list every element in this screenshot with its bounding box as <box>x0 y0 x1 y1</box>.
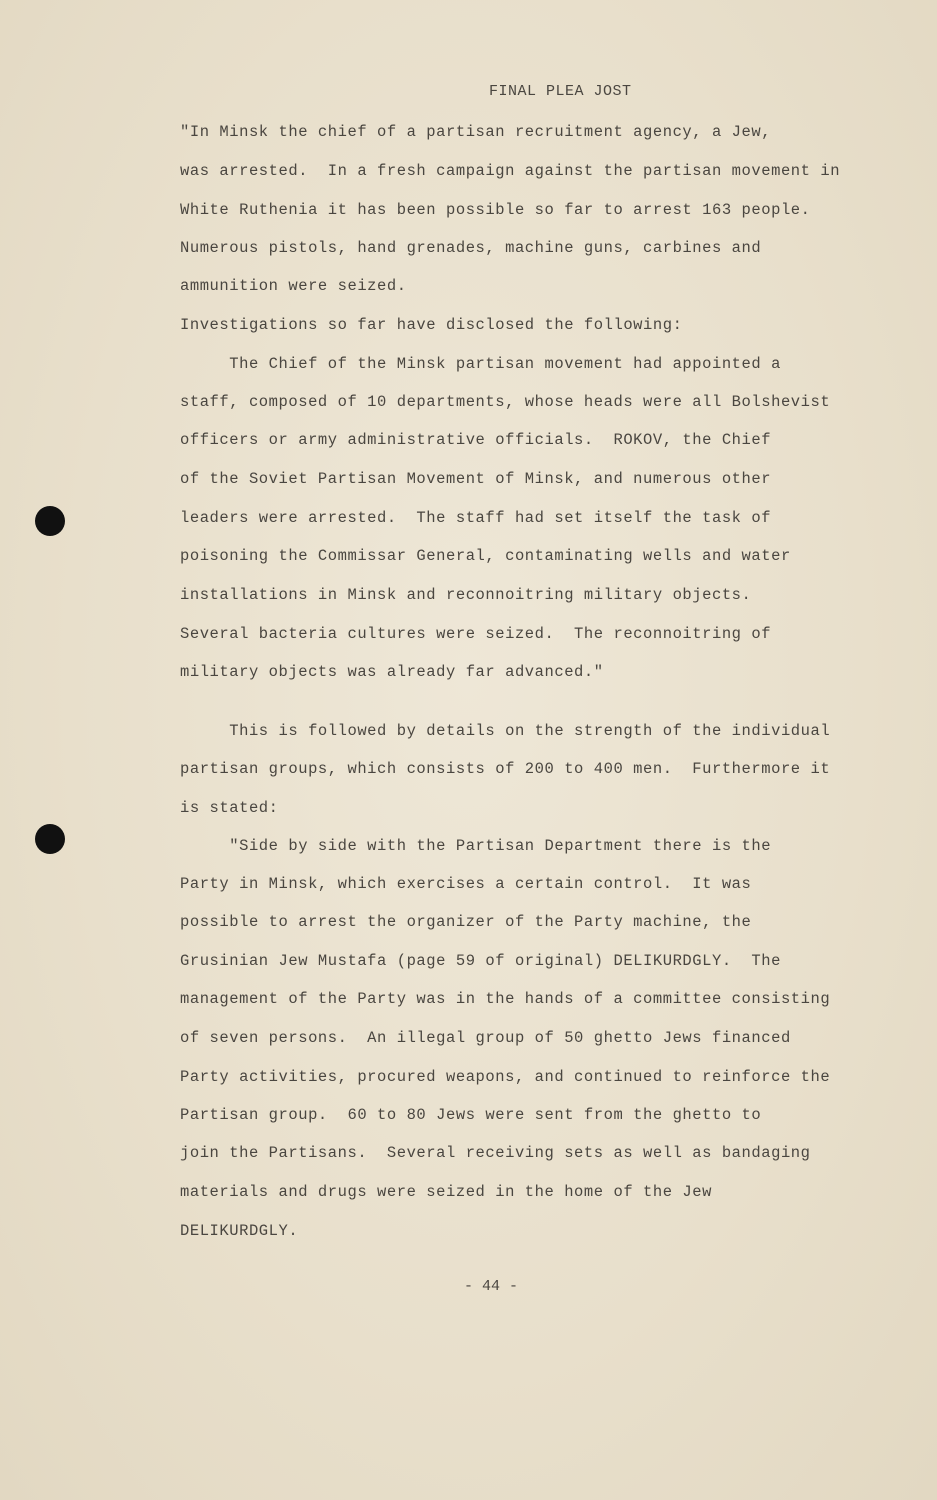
text-line: "Side by side with the Partisan Department there is the <box>180 837 772 855</box>
text-line: of seven persons. An illegal group of 50 ghetto Jews financed <box>180 1029 791 1047</box>
text-line: Numerous pistols, hand grenades, machine guns, carbines and <box>180 239 762 257</box>
text-line: installations in Minsk and reconnoitring military objects. <box>180 586 752 604</box>
text-line: poisoning the Commissar General, contaminating wells and water <box>180 547 791 565</box>
text-line: management of the Party was in the hands of a committee consisting <box>180 990 831 1008</box>
page-number: - 44 - <box>464 1278 519 1295</box>
text-line: leaders were arrested. The staff had set itself the task of <box>180 509 772 527</box>
text-line: Investigations so far have disclosed the following: <box>180 316 683 334</box>
text-line: officers or army administrative officials. ROKOV, the Chief <box>180 431 772 449</box>
text-line: The Chief of the Minsk partisan movement had appointed a <box>180 355 781 373</box>
text-line: is stated: <box>180 799 279 817</box>
text-line: "In Minsk the chief of a partisan recruitment agency, a Jew, <box>180 123 772 141</box>
text-line: This is followed by details on the strength of the individual <box>180 722 831 740</box>
text-line: military objects was already far advanced." <box>180 663 604 681</box>
text-line: join the Partisans. Several receiving sets as well as bandaging <box>180 1144 811 1162</box>
text-line: possible to arrest the organizer of the Party machine, the <box>180 913 752 931</box>
text-line: DELIKURDGLY. <box>180 1222 299 1240</box>
binder-hole-bottom <box>35 824 65 854</box>
text-line: partisan groups, which consists of 200 to 400 men. Furthermore it <box>180 760 831 778</box>
text-line: Several bacteria cultures were seized. The reconnoitring of <box>180 625 772 643</box>
page-header: FINAL PLEA JOST <box>489 83 632 100</box>
text-line: of the Soviet Partisan Movement of Minsk, and numerous other <box>180 470 772 488</box>
text-line: Party activities, procured weapons, and continued to reinforce the <box>180 1068 831 1086</box>
text-line: staff, composed of 10 departments, whose heads were all Bolshevist <box>180 393 831 411</box>
text-line: materials and drugs were seized in the home of the Jew <box>180 1183 712 1201</box>
text-line: White Ruthenia it has been possible so far to arrest 163 people. <box>180 201 811 219</box>
text-line: Party in Minsk, which exercises a certain control. It was <box>180 875 752 893</box>
text-line: Partisan group. 60 to 80 Jews were sent from the ghetto to <box>180 1106 762 1124</box>
text-line: ammunition were seized. <box>180 277 407 295</box>
text-line: Grusinian Jew Mustafa (page 59 of original) DELIKURDGLY. The <box>180 952 781 970</box>
binder-hole-top <box>35 506 65 536</box>
text-line: was arrested. In a fresh campaign against the partisan movement in <box>180 162 841 180</box>
